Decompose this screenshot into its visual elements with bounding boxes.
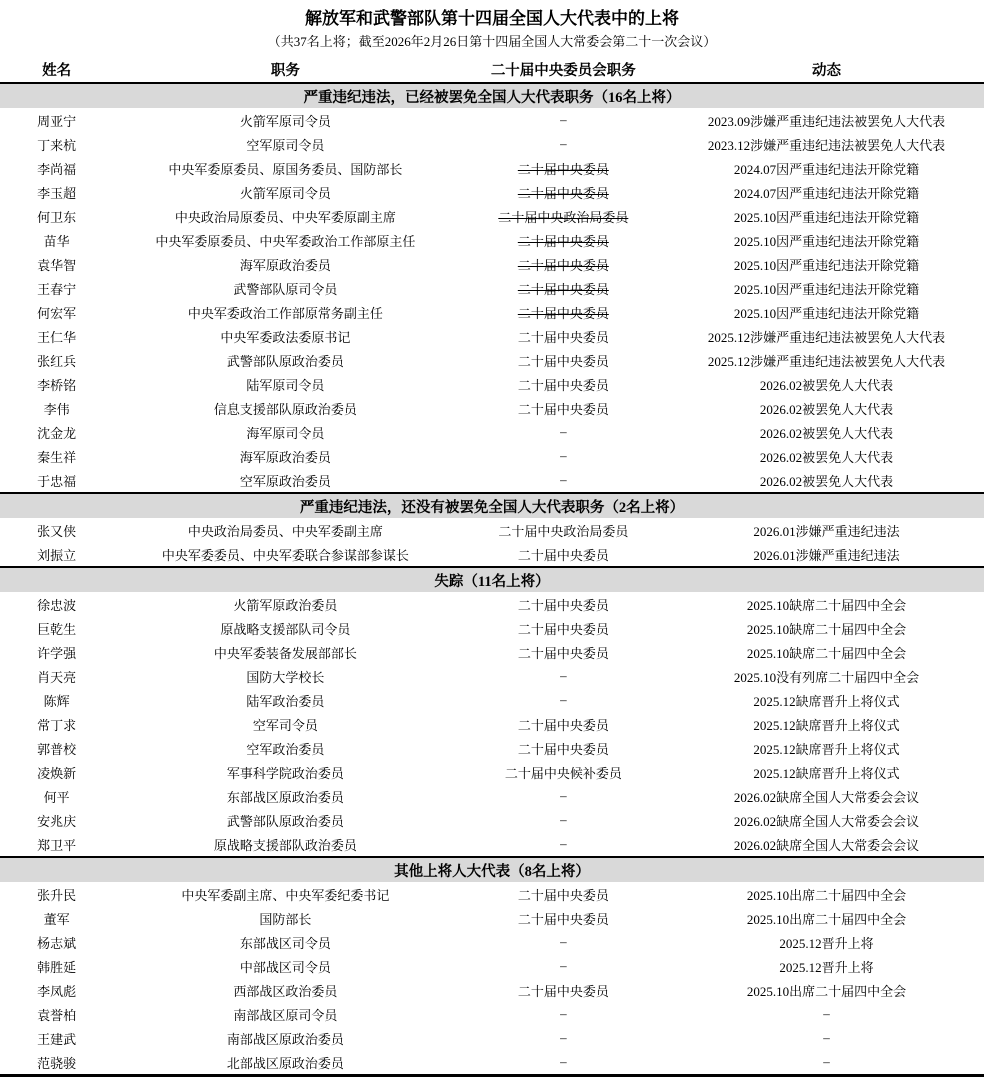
cell-status: 2025.12涉嫌严重违纪违法被罢免人大代表 [707,353,946,369]
cell-committee: – [560,788,567,803]
table-row [0,108,984,132]
cell-position: 东部战区原政治委员 [226,789,344,805]
table-row [0,954,984,978]
table-row [0,518,984,542]
table-row [0,930,984,954]
cell-position: 火箭军原司令员 [239,185,331,201]
cell-name: 何宏军 [37,305,77,321]
cell-position: 火箭军原司令员 [239,113,331,129]
section-header-row [0,83,984,108]
cell-status: 2026.02被罢免人大代表 [759,449,894,465]
cell-name: 王春宁 [37,281,77,297]
cell-position: 西部战区政治委员 [233,983,338,999]
table-row [0,978,984,1002]
cell-status: 2025.12晋升上将 [779,959,874,975]
table-row [0,616,984,640]
cell-position: 空军司令员 [252,717,318,733]
table-row [0,132,984,156]
table-row [0,784,984,808]
table-row [0,396,984,420]
cell-position: 南部战区原政治委员 [226,1031,344,1047]
cell-name: 何卫东 [37,209,77,225]
table-row [0,372,984,396]
struck-text: 二十届中央委员 [517,305,609,321]
cell-status: 2025.10因严重违纪违法开除党籍 [733,305,920,321]
table-row [0,228,984,252]
cell-name: 凌焕新 [37,765,77,781]
cell-committee [458,252,670,276]
cell-status: 2025.10出席二十届四中全会 [746,911,907,927]
cell-position: 国防部长 [259,911,312,927]
table-row [0,252,984,276]
cell-position: 武警部队原政治委员 [226,813,344,829]
section-header-row [0,857,984,882]
page-title: 解放军和武警部队第十四届全国人大代表中的上将 [305,9,679,28]
cell-status: 2026.02被罢免人大代表 [759,377,894,393]
cell-position: 陆军原司令员 [246,377,325,393]
cell-committee [458,204,670,228]
table-row [0,180,984,204]
cell-committee: 二十届中央委员 [517,741,609,757]
table-row [0,204,984,228]
struck-text: 二十届中央政治局委员 [498,209,629,225]
cell-status: 2025.10因严重违纪违法开除党籍 [733,257,920,273]
cell-name: 李桥铭 [37,377,77,393]
cell-status: 2025.10出席二十届四中全会 [746,887,907,903]
cell-position: 空军原司令员 [246,137,325,153]
cell-status: 2026.02缺席全国人大常委会会议 [733,813,920,829]
section-header-label: 严重违纪违法，还没有被罢免全国人大代表职务（2名上将） [0,493,984,518]
cell-position: 中央军委政法委原书记 [220,329,351,345]
cell-committee: 二十届中央委员 [517,401,609,417]
section-header-row [0,493,984,518]
cell-name: 范骁骏 [37,1055,77,1071]
cell-status: 2025.10缺席二十届四中全会 [746,597,907,613]
struck-text: 二十届中央委员 [517,233,609,249]
table-row [0,832,984,857]
cell-name: 李伟 [43,401,70,417]
cell-name: 陈辉 [43,693,70,709]
cell-position: 空军政治委员 [246,741,325,757]
table-header [0,56,984,83]
cell-committee: – [560,448,567,463]
cell-position: 中央政治局委员、中央军委副主席 [187,523,383,539]
cell-position: 原战略支援部队司令员 [220,621,351,637]
cell-committee: – [560,1054,567,1069]
table-row [0,300,984,324]
cell-committee: 二十届中央委员 [517,377,609,393]
cell-committee: 二十届中央委员 [517,983,609,999]
cell-status: 2026.02被罢免人大代表 [759,473,894,489]
table-row [0,906,984,930]
cell-position: 海军原政治委员 [239,257,331,273]
cell-committee: – [560,1030,567,1045]
cell-committee: – [560,112,567,127]
cell-name: 李玉超 [37,185,77,201]
cell-committee: 二十届中央委员 [517,329,609,345]
column-header-row [0,56,984,83]
cell-name: 安兆庆 [37,813,77,829]
cell-name: 董军 [43,911,70,927]
cell-committee [458,276,670,300]
cell-committee: 二十届中央委员 [517,353,609,369]
cell-committee: – [560,136,567,151]
column-header-name: 姓名 [0,56,113,83]
cell-position: 中央军委原委员、中央军委政治工作部原主任 [155,233,416,249]
cell-status: 2024.07因严重违纪违法开除党籍 [733,161,920,177]
cell-name: 张升民 [37,887,77,903]
cell-name: 李尚福 [37,161,77,177]
cell-name: 李凤彪 [37,983,77,999]
cell-position: 中央军委原委员、原国务委员、国防部长 [168,161,403,177]
cell-status: 2024.07因严重违纪违法开除党籍 [733,185,920,201]
cell-name: 常丁求 [37,717,77,733]
cell-status: 2023.09涉嫌严重违纪违法被罢免人大代表 [707,113,946,129]
cell-committee: 二十届中央候补委员 [504,765,622,781]
section-header-label: 严重违纪违法，已经被罢免全国人大代表职务（16名上将） [0,83,984,108]
cell-committee: – [560,668,567,683]
section-header-label: 其他上将人大代表（8名上将） [0,857,984,882]
table-row [0,420,984,444]
table-row [0,1050,984,1076]
cell-position: 陆军政治委员 [246,693,325,709]
cell-status: 2025.12缺席晋升上将仪式 [753,693,900,709]
cell-status: 2026.02缺席全国人大常委会会议 [733,837,920,853]
cell-committee: – [560,934,567,949]
cell-name: 张红兵 [37,353,77,369]
cell-status: 2025.10因严重违纪违法开除党籍 [733,209,920,225]
cell-position: 国防大学校长 [246,669,325,685]
cell-position: 武警部队原司令员 [233,281,338,297]
cell-committee [458,180,670,204]
table-row [0,736,984,760]
cell-committee: 二十届中央委员 [517,621,609,637]
npc-generals-table [0,56,984,1077]
table-row [0,1026,984,1050]
table-row [0,688,984,712]
cell-position: 南部战区原司令员 [233,1007,338,1023]
cell-committee [458,300,670,324]
table-row [0,664,984,688]
cell-name: 何平 [43,789,70,805]
cell-status: 2025.10因严重违纪违法开除党籍 [733,281,920,297]
cell-committee: 二十届中央委员 [517,645,609,661]
struck-text: 二十届中央委员 [517,161,609,177]
cell-status: 2025.10缺席二十届四中全会 [746,621,907,637]
cell-status: 2026.02被罢免人大代表 [759,401,894,417]
cell-name: 于忠福 [37,473,77,489]
cell-status: – [823,1054,830,1069]
cell-status: 2026.01涉嫌严重违纪违法 [753,547,900,563]
table-row [0,640,984,664]
table-row [0,592,984,616]
cell-status: 2025.12涉嫌严重违纪违法被罢免人大代表 [707,329,946,345]
table-row [0,468,984,493]
cell-name: 苗华 [43,233,70,249]
cell-name: 秦生祥 [37,449,77,465]
cell-status: 2023.12涉嫌严重违纪违法被罢免人大代表 [707,137,946,153]
cell-name: 韩胜延 [37,959,77,975]
cell-name: 许学强 [37,645,77,661]
cell-status: 2025.12缺席晋升上将仪式 [753,765,900,781]
cell-name: 巨乾生 [37,621,77,637]
cell-name: 刘振立 [37,547,77,563]
section-header-label: 失踪（11名上将） [0,567,984,592]
cell-name: 王建武 [37,1031,77,1047]
cell-name: 肖天亮 [37,669,77,685]
cell-committee [458,156,670,180]
cell-committee: 二十届中央委员 [517,597,609,613]
column-header-committee: 二十届中央委员会职务 [458,56,670,83]
struck-text: 二十届中央委员 [517,281,609,297]
cell-position: 原战略支援部队政治委员 [213,837,357,853]
cell-position: 中央军委委员、中央军委联合参谋部参谋长 [161,547,409,563]
cell-committee: – [560,812,567,827]
cell-name: 郭普校 [37,741,77,757]
cell-name: 杨志斌 [37,935,77,951]
cell-committee: 二十届中央委员 [517,887,609,903]
cell-name: 周亚宁 [37,113,77,129]
cell-name: 丁来杭 [37,137,77,153]
cell-position: 北部战区原政治委员 [226,1055,344,1071]
cell-committee: 二十届中央委员 [517,547,609,563]
cell-position: 中部战区司令员 [239,959,331,975]
table-row [0,324,984,348]
cell-status: 2026.02缺席全国人大常委会会议 [733,789,920,805]
table-row [0,712,984,736]
table-row [0,882,984,906]
struck-text: 二十届中央委员 [517,257,609,273]
cell-position: 武警部队原政治委员 [226,353,344,369]
cell-position: 军事科学院政治委员 [226,765,344,781]
cell-status: 2026.02被罢免人大代表 [759,425,894,441]
cell-status: 2025.12晋升上将 [779,935,874,951]
table-row [0,808,984,832]
cell-name: 袁誉柏 [37,1007,77,1023]
struck-text: 二十届中央委员 [517,185,609,201]
cell-committee [458,228,670,252]
cell-name: 郑卫平 [37,837,77,853]
cell-status: 2025.12缺席晋升上将仪式 [753,717,900,733]
column-header-position: 职务 [113,56,457,83]
cell-committee: 二十届中央委员 [517,717,609,733]
cell-committee: 二十届中央政治局委员 [498,523,629,539]
cell-position: 东部战区司令员 [239,935,331,951]
page-subtitle: （共37名上将；截至2026年2月26日第十四届全国人大常委会第二十一次会议） [267,34,717,49]
cell-name: 袁华智 [37,257,77,273]
section-header-row [0,567,984,592]
cell-committee: – [560,424,567,439]
cell-committee: – [560,472,567,487]
cell-name: 张又侠 [37,523,77,539]
cell-status: 2025.10出席二十届四中全会 [746,983,907,999]
cell-status: – [823,1030,830,1045]
cell-status: 2025.10缺席二十届四中全会 [746,645,907,661]
cell-position: 火箭军原政治委员 [233,597,338,613]
cell-name: 王仁华 [37,329,77,345]
cell-position: 中央军委政治工作部原常务副主任 [187,305,383,321]
cell-status: 2026.01涉嫌严重违纪违法 [753,523,900,539]
cell-name: 沈金龙 [37,425,77,441]
cell-name: 徐忠波 [37,597,77,613]
cell-position: 中央军委副主席、中央军委纪委书记 [181,887,390,903]
cell-committee: – [560,958,567,973]
cell-committee: – [560,1006,567,1021]
table-row [0,1002,984,1026]
cell-position: 海军原司令员 [246,425,325,441]
cell-position: 空军原政治委员 [239,473,331,489]
cell-position: 信息支援部队原政治委员 [213,401,357,417]
cell-position: 中央政治局原委员、中央军委原副主席 [174,209,396,225]
cell-status: 2025.10没有列席二十届四中全会 [733,669,920,685]
column-header-status: 动态 [669,56,984,83]
cell-committee: – [560,836,567,851]
table-row [0,348,984,372]
table-row [0,542,984,567]
cell-committee: 二十届中央委员 [517,911,609,927]
cell-committee: – [560,692,567,707]
cell-status: 2025.10因严重违纪违法开除党籍 [733,233,920,249]
cell-status: 2025.12缺席晋升上将仪式 [753,741,900,757]
cell-status: – [823,1006,830,1021]
table-row [0,760,984,784]
table-row [0,444,984,468]
cell-position: 海军原政治委员 [239,449,331,465]
table-body [0,83,984,1076]
table-row [0,276,984,300]
cell-position: 中央军委装备发展部部长 [213,645,357,661]
table-row [0,156,984,180]
